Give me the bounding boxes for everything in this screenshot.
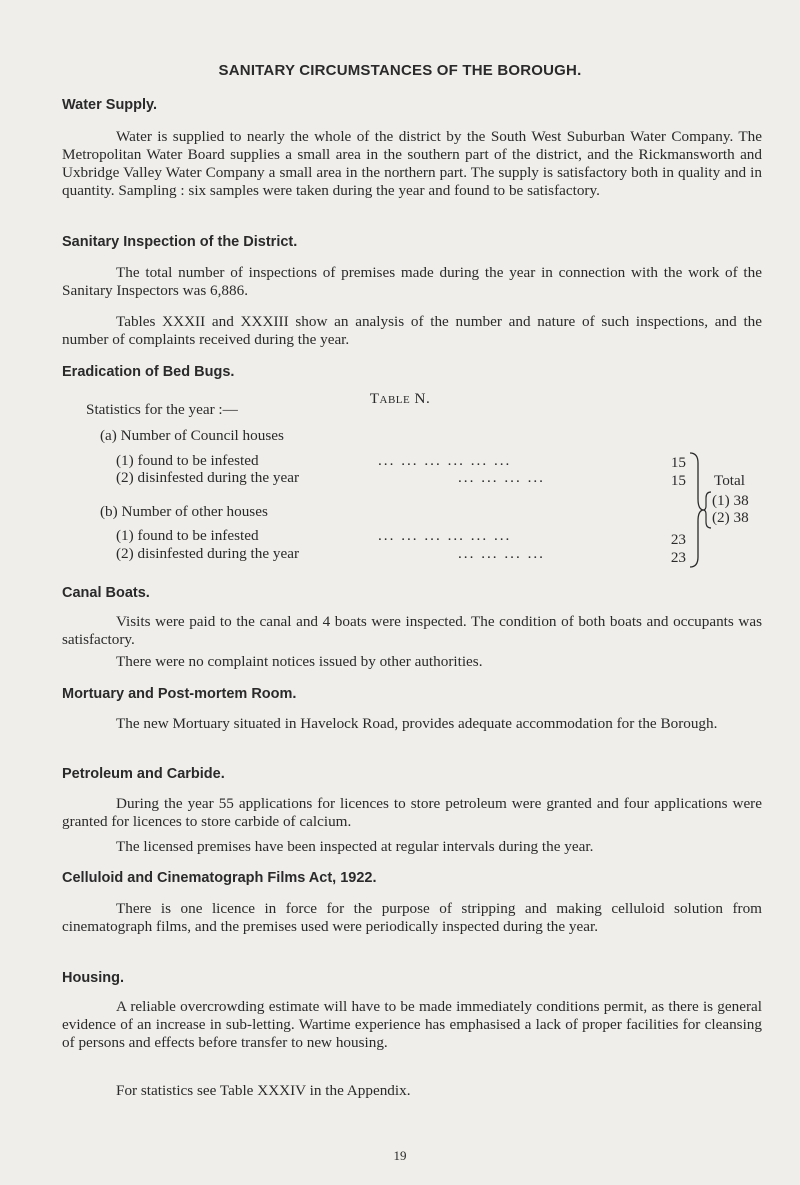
council-houses-label: (a) Number of Council houses [100,427,284,444]
curly-brace [702,491,712,529]
leader-dots: ... ... ... ... [458,469,545,486]
para-canal-1: Visits were paid to the canal and 4 boats were inspected. The condition of both boats and occupants was satisfactory. [62,613,762,648]
heading-bed-bugs: Eradication of Bed Bugs. [62,364,235,380]
council-row-2-value: 15 [670,472,686,489]
para-petroleum-2: The licensed premises have been inspected at regular intervals during the year. [116,838,594,855]
para-water-supply: Water is supplied to nearly the whole of the district by the South West Suburban Water Company. The Metropolitan Water Board supplies a small area in the southern part of the district, and the Rickmansworth and Uxbridge Valley Water Company a small area in the northern part. The supply is satisfactory both in quality and in quantity. Sampling : six samples were taken during the year and found to be satisfactory. [62,128,762,199]
para-petroleum-1: During the year 55 applications for licences to store petroleum were granted and four applications were granted for licences to store carbide of calcium. [62,795,762,830]
stats-label: Statistics for the year :— [86,401,238,418]
heading-canal-boats: Canal Boats. [62,585,150,601]
heading-celluloid: Celluloid and Cinematograph Films Act, 1922. [62,870,377,886]
council-row-1-value: 15 [670,454,686,471]
leader-dots: ... ... ... ... ... ... [378,452,512,469]
total-value-2: (2) 38 [712,509,749,526]
para-inspection-2: Tables XXXII and XXXIII show an analysis of the number and nature of such inspections, and the number of complaints received during the year. [62,313,762,348]
other-row-1-value: 23 [670,531,686,548]
heading-housing: Housing. [62,970,125,986]
other-row-2-label: (2) disinfested during the year [116,545,300,562]
para-housing-1: A reliable overcrowding estimate will have to be made immediately conditions permit, as there is general evidence of an increase in sub-letting. Wartime experience has emphasised a lack of proper facilities for cleansing of persons and effects before transfer to new housing. [62,998,762,1051]
heading-water-supply: Water Supply. [62,97,158,113]
heading-mortuary: Mortuary and Post-mortem Room. [62,686,297,702]
council-row-1-label: (1) found to be infested [116,452,259,469]
para-mortuary: The new Mortuary situated in Havelock Road, provides adequate accommodation for the Borough. [116,715,718,732]
heading-sanitary-inspection: Sanitary Inspection of the District. [62,234,298,250]
leader-dots: ... ... ... ... ... ... [378,527,512,544]
other-row-1-label: (1) found to be infested [116,527,259,544]
heading-petroleum: Petroleum and Carbide. [62,766,225,782]
page-title: SANITARY CIRCUMSTANCES OF THE BOROUGH. [218,62,582,79]
table-caption: Table N. [369,390,431,407]
para-housing-2: For statistics see Table XXXIV in the Appendix. [116,1082,411,1099]
para-celluloid: There is one licence in force for the purpose of stripping and making celluloid solution from cinematograph films, and the premises used were periodically inspected during the year. [62,900,762,935]
other-row-2-value: 23 [670,549,686,566]
other-houses-label: (b) Number of other houses [100,503,268,520]
leader-dots: ... ... ... ... [458,545,545,562]
council-row-2-label: (2) disinfested during the year [116,469,300,486]
page-number: 19 [393,1148,407,1163]
total-value-1: (1) 38 [712,492,749,509]
para-canal-2: There were no complaint notices issued by other authorities. [116,653,483,670]
para-inspection-1: The total number of inspections of premises made during the year in connection with the work of the Sanitary Inspectors was 6,886. [62,264,762,299]
total-label: Total [714,472,745,489]
